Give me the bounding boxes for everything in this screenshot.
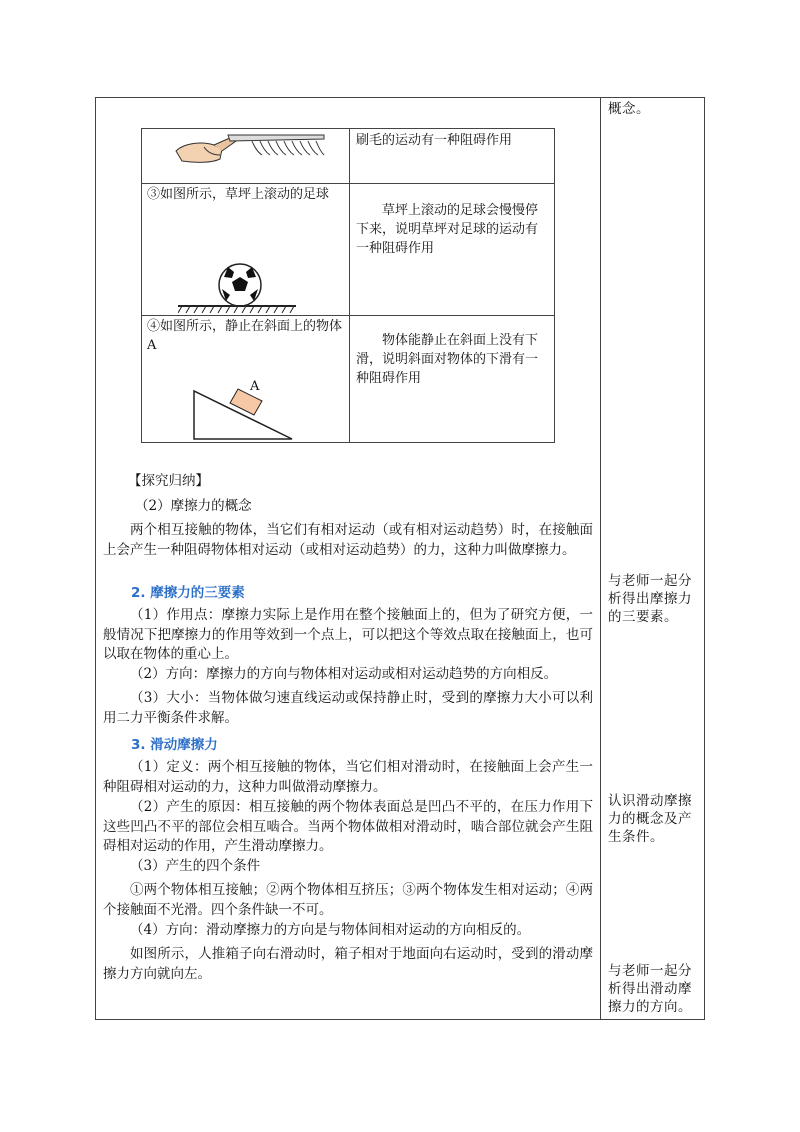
concept-paragraph: 两个相互接触的物体，当它们有相对运动（或有相对运动趋势）时，在接触面上会产生一种阻碍物体相对运动（或相对运动趋势）的力，这种力叫做摩擦力。: [103, 522, 593, 558]
incline-block-illustration: [192, 375, 296, 441]
side-note-three-elements: 与老师一起分析得出摩擦力的三要素。: [608, 573, 692, 625]
sliding-direction-paragraph: （4）方向：滑动摩擦力的方向是与物体间相对运动的方向相反的。: [130, 922, 531, 938]
brush-hand-illustration: [174, 129, 334, 181]
example-table: [141, 128, 555, 443]
soccer-ball-illustration: [178, 259, 302, 313]
heading-three-elements: 2. 摩擦力的三要素: [131, 585, 245, 601]
example-paragraph: 如图所示，人推箱子向右滑动时，箱子相对于地面向右运动时，受到的滑动摩擦力方向就向左。: [103, 946, 593, 982]
row1-description: 刷毛的运动有一种阻碍作用: [356, 133, 513, 148]
side-note-direction: 与老师一起分析得出滑动摩擦力的方向。: [608, 963, 692, 1015]
section-tag: 【探究归纳】: [128, 473, 209, 489]
heading-sliding-friction: 3. 滑动摩擦力: [131, 737, 218, 753]
row2-description: 草坪上滚动的足球会慢慢停下来，说明草坪对足球的运动有一种阻碍作用: [356, 203, 539, 256]
row3-description: 物体能静止在斜面上没有下滑，说明斜面对物体的下滑有一种阻碍作用: [356, 333, 539, 386]
side-note-concept: 概念。: [608, 101, 650, 117]
example-table-vline: [349, 129, 350, 442]
example-table-row-divider: [142, 183, 554, 184]
direction-paragraph: （2）方向：摩擦力的方向与物体相对运动或相对运动趋势的方向相反。: [130, 666, 558, 682]
side-note-sliding-friction: 认识滑动摩擦力的概念及产生条件。: [608, 793, 692, 845]
definition-paragraph: （1）定义：两个相互接触的物体，当它们相对滑动时，在接触面上会产生一种阻碍相对运动的力，这种力叫做滑动摩擦力。: [103, 759, 593, 795]
conditions-paragraph: ①两个物体相互接触；②两个物体相互挤压；③两个物体发生相对运动；④两个接触面不光滑。四个条件缺一不可。: [103, 882, 593, 918]
cause-paragraph: （2）产生的原因：相互接触的两个物体表面总是凹凸不平的，在压力作用下这些凹凸不平的部位会相互啮合。当两个物体做相对滑动时，啮合部位就会产生阻碍相对运动的作用，产生滑动摩擦力。: [103, 799, 593, 854]
magnitude-paragraph: （3）大小：当物体做匀速直线运动或保持静止时，受到的摩擦力大小可以利用二力平衡条件求解。: [103, 690, 593, 726]
example-table-row-divider: [142, 315, 554, 316]
conditions-title: （3）产生的四个条件: [130, 858, 261, 874]
block-label: A: [250, 379, 260, 394]
concept-subtitle: （2）摩擦力的概念: [135, 498, 252, 514]
column-divider: [600, 97, 601, 1020]
point-paragraph: （1）作用点：摩擦力实际上是作用在整个接触面上的，但为了研究方便，一般情况下把摩擦力的作用等效到一个点上，可以把这个等效点取在接触面上，也可以取在物体的重心上。: [103, 607, 593, 662]
row2-caption: ③如图所示，草坪上滚动的足球: [147, 187, 330, 202]
row3-caption: ④如图所示，静止在斜面上的物体 A: [147, 319, 343, 353]
